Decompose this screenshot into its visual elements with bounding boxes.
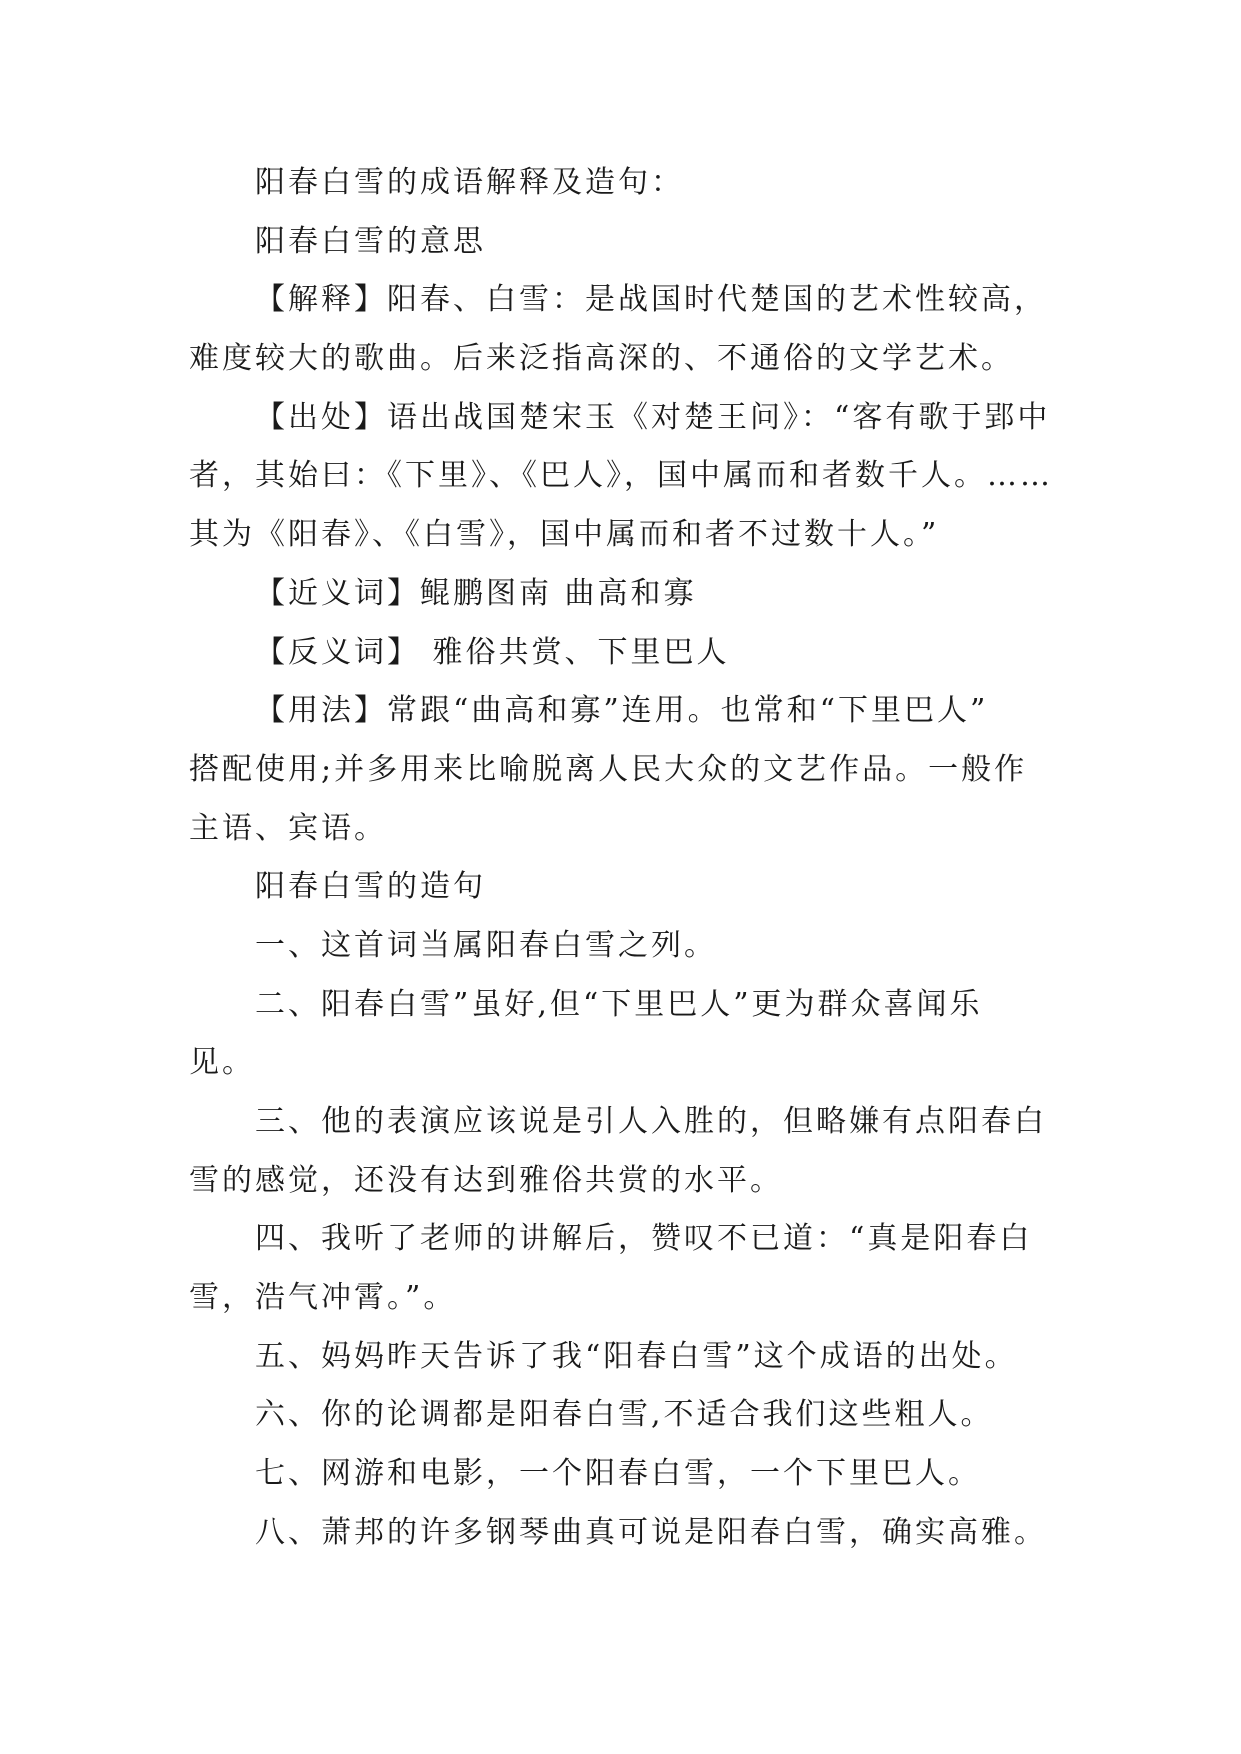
text-line: 雪，浩气冲霄。”。 [189,1280,457,1316]
text-line: 【出处】语出战国楚宋玉《对楚王问》：“客有歌于郢中 [255,399,1051,435]
text-line: 【解释】阳春、白雪：是战国时代楚国的艺术性较高， [255,282,1047,318]
text-line: 六、你的论调都是阳春白雪,不适合我们这些粗人。 [255,1397,994,1433]
text-line: 二、阳春白雪”虽好,但“下里巴人”更为群众喜闻乐 [255,986,983,1022]
text-line: 雪的感觉，还没有达到雅俗共赏的水平。 [189,1162,783,1198]
text-line: 其为《阳春》、《白雪》，国中属而和者不过数十人。” [189,517,940,553]
text-line: 三、他的表演应该说是引人入胜的，但略嫌有点阳春白 [255,1104,1047,1139]
text-line: 者，其始曰：《下里》、《巴人》，国中属而和者数千人。…… [189,458,1053,494]
text-line: 难度较大的歌曲。后来泛指高深的、不通俗的文学艺术。 [189,341,1014,377]
text-line: 阳春白雪的意思 [255,223,486,259]
text-line: 搭配使用;并多用来比喻脱离人民大众的文艺作品。一般作 [189,751,1028,787]
text-line: 四、我听了老师的讲解后，赞叹不已道：“真是阳春白 [255,1221,1033,1257]
text-line: 主语、宾语。 [189,810,387,846]
text-line: 见。 [189,1045,255,1081]
text-line: 【用法】常跟“曲高和寡”连用。也常和“下里巴人” [255,693,989,729]
text-line: 一、这首词当属阳春白雪之列。 [255,927,717,963]
document-body [189,154,1069,1563]
text-line: 【反义词】 雅俗共赏、下里巴人 [255,634,730,670]
text-line: 五、妈妈昨天告诉了我“阳春白雪”这个成语的出处。 [255,1338,1018,1374]
text-line: 阳春白雪的造句 [255,869,486,905]
text-line: 八、萧邦的许多钢琴曲真可说是阳春白雪，确实高雅。 [255,1514,1047,1550]
text-line: 【近义词】鲲鹏图南 曲高和寡 [255,575,697,611]
text-line: 阳春白雪的成语解释及造句： [255,165,684,200]
text-line: 七、网游和电影，一个阳春白雪，一个下里巴人。 [255,1456,981,1492]
